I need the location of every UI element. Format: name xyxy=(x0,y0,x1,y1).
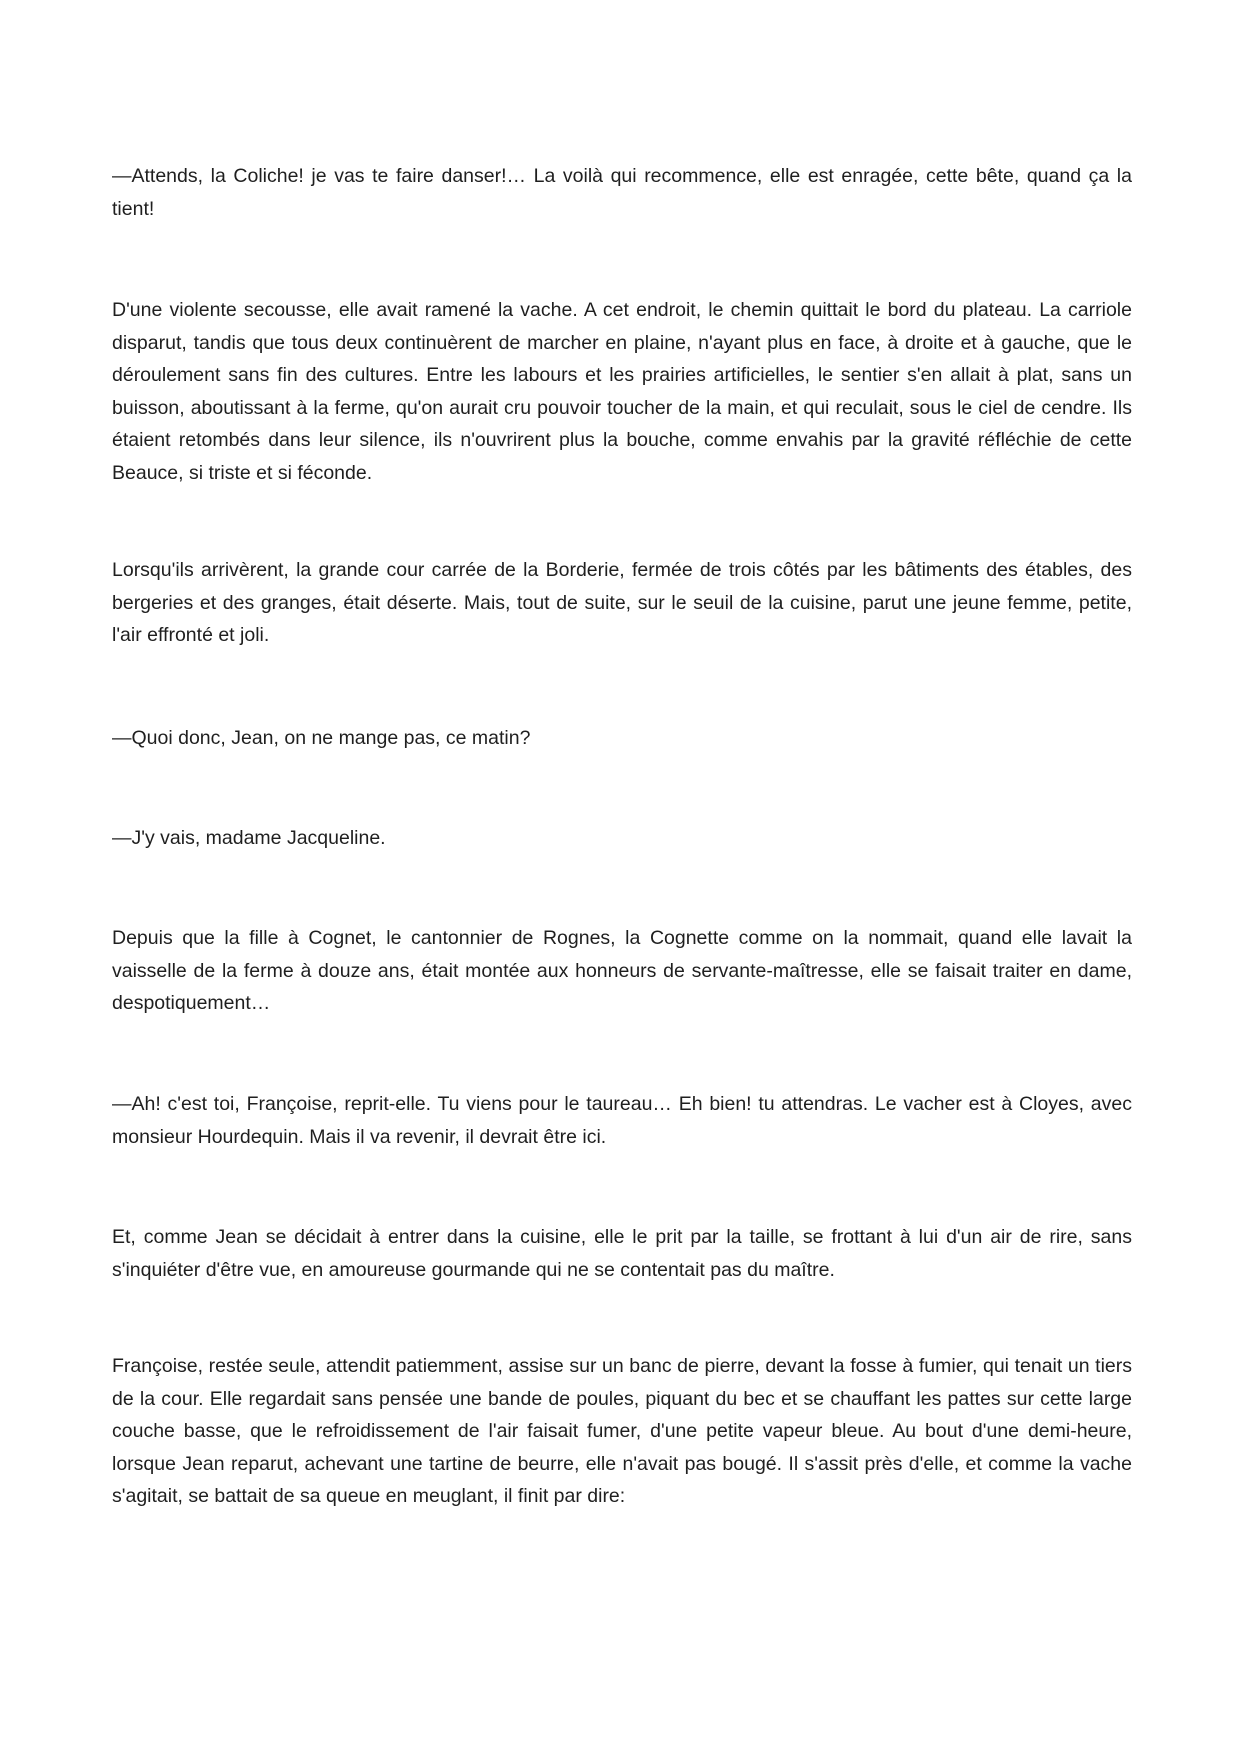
paragraph-narration-borderie: Lorsqu'ils arrivèrent, la grande cour carrée de la Borderie, fermée de trois côtés par les bâtiments des étables, des bergeries et des granges, était déserte. Mais, tout de suite, sur le seuil de la cuisine, parut une jeune femme, petite, l'air effronté et joli. xyxy=(112,559,1132,646)
paragraph-narration-plaine: D'une violente secousse, elle avait ramené la vache. A cet endroit, le chemin quittait le bord du plateau. La carriole disparut, tandis que tous deux continuèrent de marcher en plaine, n'ayant plus en face, à droite et à gauche, que le déroulement sans fin des cultures. Entre les labours et les prairies artificielles, le sentier s'en allait à plat, sans un buisson, aboutissant à la ferme, qu'on aurait cru pouvoir toucher de la main, et qui reculait, sous le ciel de cendre. Ils étaient retombés dans leur silence, ils n'ouvrirent plus la bouche, comme envahis par la gravité réfléchie de cette Beauce, si triste et si féconde. xyxy=(112,299,1132,484)
paragraph-narration-cuisine: Et, comme Jean se décidait à entrer dans la cuisine, elle le prit par la taille, se frottant à lui d'un air de rire, sans s'inquiéter d'être vue, en amoureuse gourmande qui ne se contentait pas du maître. xyxy=(112,1226,1132,1281)
paragraph-narration-cognette: Depuis que la fille à Cognet, le cantonnier de Rognes, la Cognette comme on la nommait, quand elle lavait la vaisselle de la ferme à douze ans, était montée aux honneurs de servante-maîtresse, elle se faisait traiter en dame, despotiquement… xyxy=(112,927,1132,1014)
paragraph-narration-fumier: Françoise, restée seule, attendit patiemment, assise sur un banc de pierre, devant la fosse à fumier, qui tenait un tiers de la cour. Elle regardait sans pensée une bande de poules, piquant du bec et se chauffant les pattes sur cette large couche basse, que le refroidissement de l'air faisait fumer, d'une petite vapeur bleue. Au bout d'une demi-heure, lorsque Jean reparut, achevant une tartine de beurre, elle n'avait pas bougé. Il s'assit près d'elle, et comme la vache s'agitait, se battait de sa queue en meuglant, il finit par dire: xyxy=(112,1355,1132,1507)
paragraph-dialogue-francoise: —Ah! c'est toi, Françoise, reprit-elle. Tu viens pour le taureau… Eh bien! tu attendras. Le vacher est à Cloyes, avec monsieur Hourdequin. Mais il va revenir, il devrait être ici. xyxy=(112,1093,1132,1148)
paragraph-dialogue-jean: —J'y vais, madame Jacqueline. xyxy=(112,827,386,849)
paragraph-dialogue-coliche: —Attends, la Coliche! je vas te faire danser!… La voilà qui recommence, elle est enragée, cette bête, quand ça la tient! xyxy=(112,165,1132,220)
paragraph-dialogue-jacqueline: —Quoi donc, Jean, on ne mange pas, ce matin? xyxy=(112,727,531,749)
